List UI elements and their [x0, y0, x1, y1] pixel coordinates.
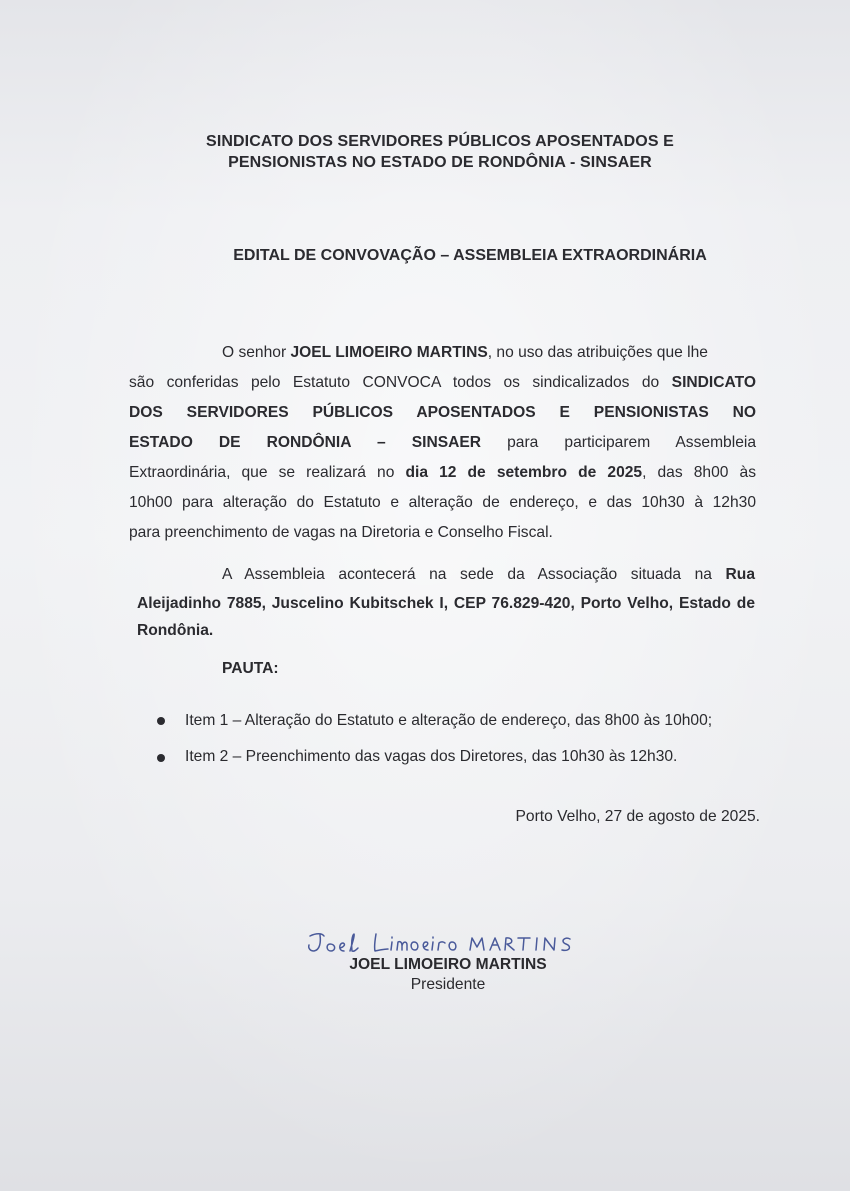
paragraph-1-line-3: DOS SERVIDORES PÚBLICOS APOSENTADOS E PENSIONISTAS NO — [129, 404, 756, 421]
handwritten-signature-icon — [300, 920, 600, 960]
paragraph-1-line-7: para preenchimento de vagas na Diretoria e Conselho Fiscal. — [129, 524, 553, 541]
paragraph-1-line-5: Extraordinária, que se realizará no dia 12 de setembro de 2025, das 8h00 às — [129, 464, 756, 481]
paragraph-1-line-4: ESTADO DE RONDÔNIA – SINSAER para participarem Assembleia — [129, 434, 757, 451]
paragraph-1-line-6: 10h00 para alteração do Estatuto e alteração de endereço, e das 10h30 à 12h30 — [129, 494, 756, 511]
date-line: Porto Velho, 27 de agosto de 2025. — [515, 808, 760, 825]
bullet-icon — [157, 717, 165, 725]
paragraph-2-line-1: A Assembleia acontecerá na sede da Associação situada na Rua — [222, 566, 755, 583]
union-header — [150, 131, 730, 173]
paragraph-1-line-1: O senhor JOEL LIMOEIRO MARTINS, no uso das atribuições que lhe — [222, 344, 708, 361]
signatory-name: JOEL LIMOEIRO MARTINS — [349, 956, 547, 973]
paragraph-2-line-3: Rondônia. — [137, 622, 214, 639]
paragraph-2-line-2: Aleijadinho 7885, Juscelino Kubitschek I, CEP 76.829-420, Porto Velho, Estado de — [137, 595, 755, 612]
header-line-1: SINDICATO DOS SERVIDORES PÚBLICOS APOSENTADOS E — [206, 133, 674, 150]
bullet-icon — [157, 754, 165, 762]
pauta-label: PAUTA: — [222, 660, 279, 677]
paragraph-1-line-2: são conferidas pelo Estatuto CONVOCA todos os sindicalizados do SINDICATO — [129, 374, 756, 391]
document-title: EDITAL DE CONVOVAÇÃO – ASSEMBLEIA EXTRAORDINÁRIA — [233, 247, 707, 264]
pauta-item-2: Item 2 – Preenchimento das vagas dos Diretores, das 10h30 às 12h30. — [185, 748, 678, 765]
signatory-role: Presidente — [410, 976, 486, 993]
pauta-item-1: Item 1 – Alteração do Estatuto e alteração de endereço, das 8h00 às 10h00; — [185, 712, 713, 729]
header-line-2: PENSIONISTAS NO ESTADO DE RONDÔNIA - SINSAER — [228, 154, 652, 171]
